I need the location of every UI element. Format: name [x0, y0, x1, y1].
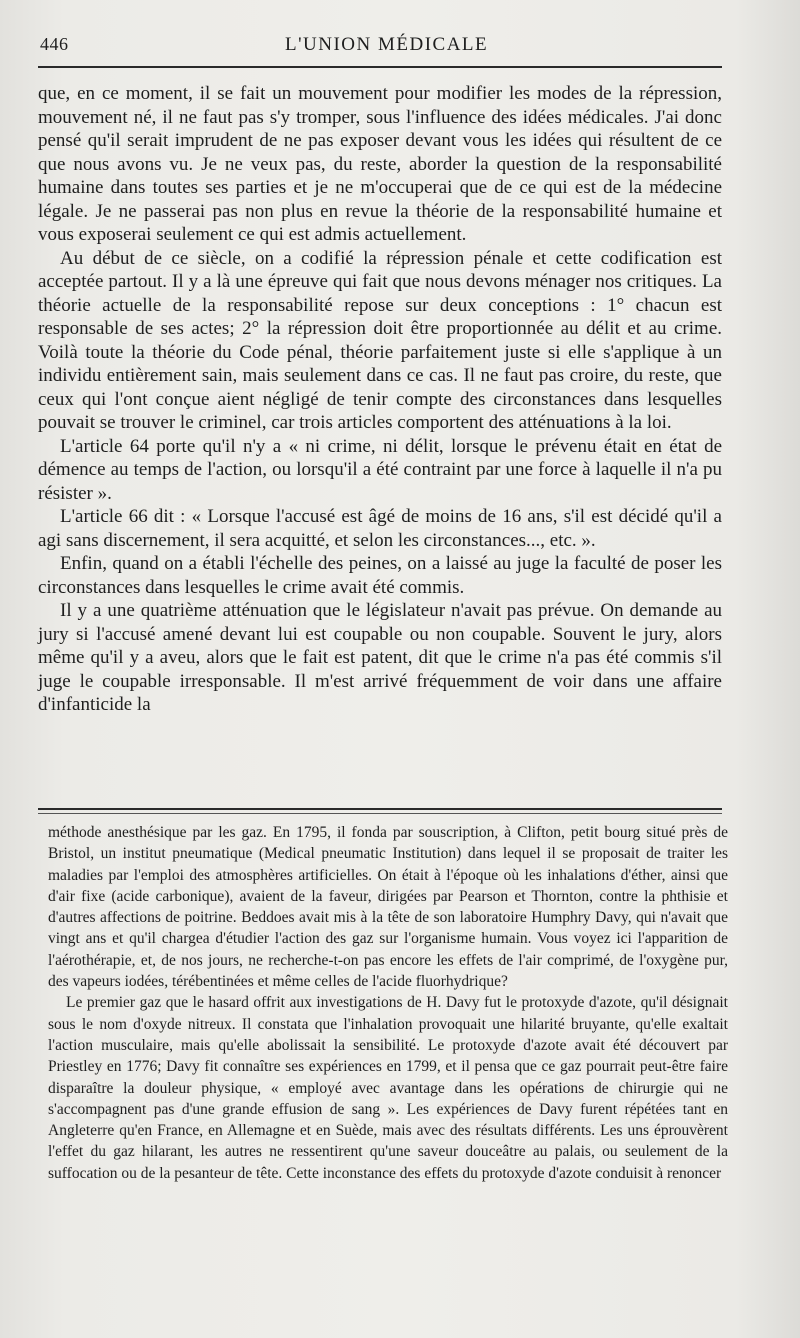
footnote-rule [38, 808, 722, 810]
body-paragraph: L'article 64 porte qu'il n'y a « ni crime, ni délit, lorsque le prévenu était en état de démence au temps de l'action, ou lorsqu'il a été contraint par une force à laquelle il n'a pu résister ». [38, 435, 722, 504]
body-paragraph: Au début de ce siècle, on a codifié la répression pénale et cette codification est acceptée partout. Il y a là une épreuve qui fait que nous devons ménager nos critiques. La théorie actuelle de la responsabilité repose sur deux conceptions : 1° chacun est responsable de ses actes; 2° la répression doit être proportionnée au délit et au crime. Voilà toute la théorie du Code pénal, théorie parfaitement juste si elle s'applique à un individu entièrement sain, mais seulement dans ce cas. Il ne faut pas croire, du reste, que ceux qui l'ont conçue aient négligé de tenir compte des circonstances dans lesquelles pouvait se trouver le criminel, car trois articles comportent des atténuations à la loi. [38, 247, 722, 433]
running-title: L'UNION MÉDICALE [285, 34, 489, 55]
footnote-paragraph: méthode anesthésique par les gaz. En 1795, il fonda par souscription, à Clifton, petit bourg situé près de Bristol, un institut pneumatique (Medical pneumatic Institution) dans lequel il se proposait de traiter les maladies par l'emploi des atmosphères artificielles. On était à l'époque où les inhalations d'éther, ainsi que d'air fixe (acide carbonique), avaient de la faveur, dirigées par Pearson et Thornton, contre la phthisie et d'autres affections de poitrine. Beddoes avait mis à la tête de son laboratoire Humphry Davy, qui n'avait que vingt ans et qu'il chargea d'étudier l'action des gaz sur l'organisme humain. Vous voyez ici l'apparition de l'aérothérapie, et, de nos jours, ne recherche-t-on pas encore les effets de l'air comprimé, de l'oxygène pur, des vapeurs iodées, térébentinées et même celles de l'acide fluorhydrique? [48, 824, 728, 991]
body-paragraph: L'article 66 dit : « Lorsque l'accusé est âgé de moins de 16 ans, s'il est décidé qu'il a agi sans discernement, il sera acquitté, et selon les circonstances..., etc. ». [38, 506, 722, 551]
page-number: 446 [40, 34, 69, 54]
header-rule [38, 66, 722, 68]
body-paragraph: Il y a une quatrième atténuation que le législateur n'avait pas prévue. On demande au jury si l'accusé amené devant lui est coupable ou non coupable. Souvent le jury, alors même qu'il y a aveu, alors que le fait est patent, dit que le crime n'a pas été commis s'il juge le coupable irresponsable. Il m'est arrivé fréquemment de voir dans une affaire d'infanticide la [38, 600, 722, 715]
body-paragraph: Enfin, quand on a établi l'échelle des peines, on a laissé au juge la faculté de poser les circonstances dans lesquelles le crime avait été commis. [38, 553, 722, 598]
main-text [38, 82, 722, 717]
page-header [30, 34, 720, 60]
footnote-rule-thin [38, 813, 722, 814]
footnote [48, 822, 728, 1184]
footnote-paragraph: Le premier gaz que le hasard offrit aux investigations de H. Davy fut le protoxyde d'azote, qu'il désignait sous le nom d'oxyde nitreux. Il constata que l'inhalation provoquait une hilarité bruyante, qu'elle exaltait l'action musculaire, mais qu'elle abolissait la sensibilité. Le protoxyde d'azote avait été découvert par Priestley en 1776; Davy fit connaître ses expériences en 1799, et il pensa que ce gaz pourrait peut-être faire disparaître la douleur physique, « employé avec avantage dans les opérations de chirurgie qui ne s'accompagnent pas d'une grande effusion de sang ». Les expériences de Davy furent répétées tant en Angleterre qu'en France, en Allemagne et en Suède, mais avec des résultats différents. Les uns éprouvèrent l'effet du gaz hilarant, les autres ne ressentirent qu'une saveur douceâtre au palais, ou seulement de la suffocation ou de la pesanteur de tête. Cette inconstance des effets du protoxyde d'azote conduisit à renoncer [48, 994, 728, 1182]
body-paragraph: que, en ce moment, il se fait un mouvement pour modifier les modes de la répression, mouvement né, il ne faut pas s'y tromper, sous l'influence des idées médicales. J'ai donc pensé qu'il serait imprudent de ne pas exposer devant vous les idées qui résultent de ce que nous avons vu. Je ne veux pas, du reste, aborder la question de la responsabilité humaine dans toutes ses parties et je ne m'occuperai que de ce qui est de la médecine légale. Je ne passerai pas non plus en revue la théorie de la responsabilité humaine et vous exposerai seulement ce qui est admis actuellement. [38, 83, 722, 245]
